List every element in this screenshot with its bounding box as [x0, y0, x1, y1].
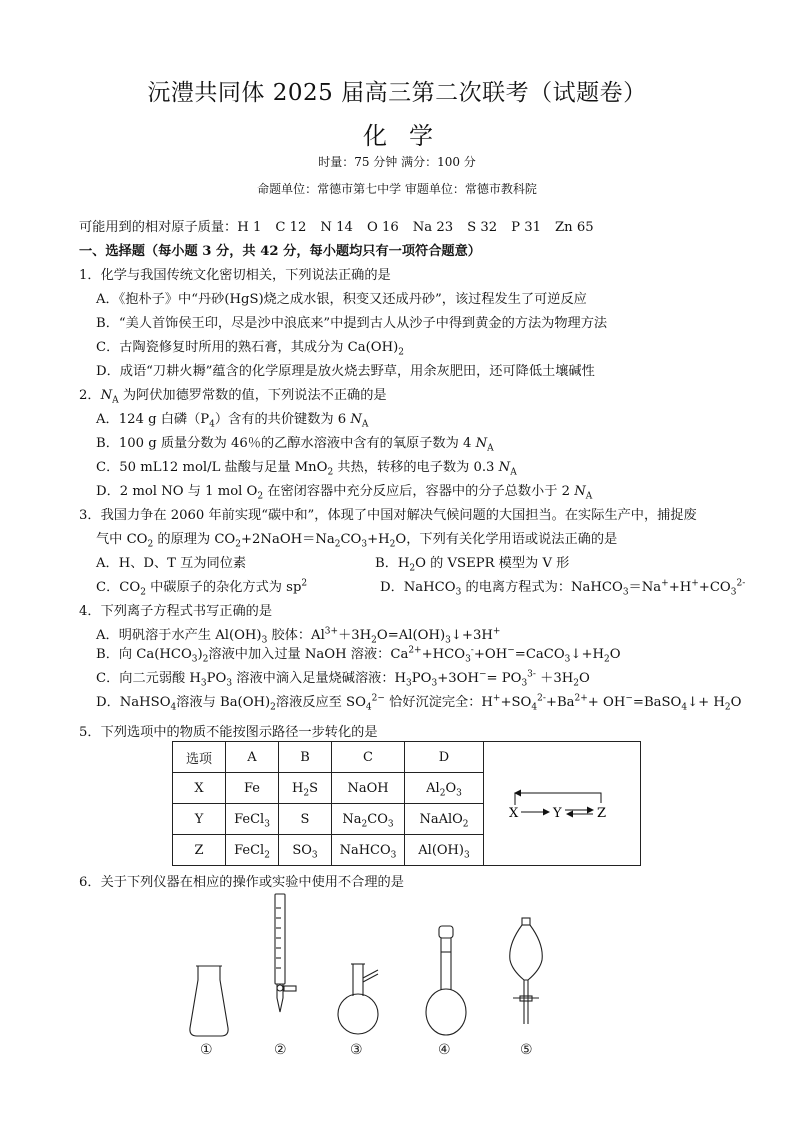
q4-b-sup2: - — [470, 645, 474, 656]
q4-a-sup1: 3+ — [324, 626, 339, 637]
atomic-masses — [79, 219, 594, 237]
q4-b-sup1: 2+ — [408, 645, 422, 656]
table-header-cell: C — [332, 742, 405, 773]
q4-c-3: 溶液中滴入足量烧碱溶液：H — [232, 671, 407, 686]
q1-option-b: B．“美人首饰侯王印，尽是沙中浪底来”中提到古人从沙子中得到黄金的方法为物理方法 — [96, 316, 608, 331]
table-cell: X — [173, 773, 226, 804]
q3-option-b — [375, 555, 569, 573]
q2-d-n: N — [574, 484, 586, 499]
table-cell: $SO_3$ — [279, 835, 332, 866]
q3-s-2: 的原理为 CO — [153, 532, 236, 547]
q2-c-n: N — [498, 460, 511, 475]
table-cell: $Na_2CO_3$ — [332, 804, 405, 835]
diagram-x-label: X — [509, 805, 519, 821]
q3-b-1: B．H — [375, 556, 410, 571]
q1-c-sub: 2 — [398, 347, 404, 358]
q4-d-5: +SO — [500, 695, 532, 710]
arrow-bracket — [515, 793, 601, 805]
table-cell: $H_2S$ — [279, 773, 332, 804]
q4-c-5: +3OH — [437, 671, 479, 686]
q4-c-4: PO — [411, 671, 432, 686]
q4-a-2: 胶体：Al — [267, 628, 325, 643]
subject-char-2: 学 — [409, 122, 434, 150]
q4-b-1: B．向 Ca(HCO — [96, 647, 192, 662]
q4-c-2: PO — [206, 671, 227, 686]
exam-units: 命题单位：常德市第七中学 审题单位：常德市教科院 — [257, 182, 537, 196]
q3-d-sup3: 2- — [736, 578, 746, 589]
q4-d-3: 溶液反应至 SO — [275, 695, 366, 710]
q2-na-sub: A — [112, 395, 119, 406]
q4-a-sub3: 3 — [445, 635, 451, 646]
table-header-cell: D — [405, 742, 484, 773]
q2-na-symbol: N — [100, 388, 113, 403]
q2-c-nsub: A — [510, 467, 517, 478]
q4-c-sub4: 3 — [431, 678, 438, 689]
q2-b-1: B．100 g 质量分数为 46％的乙醇水溶液中含有的氧原子数为 4 — [96, 436, 476, 451]
q6-apparatus-figure — [170, 888, 590, 1058]
mass-zn: Zn 65 — [554, 220, 594, 235]
table-cell: Z — [173, 835, 226, 866]
q4-d-sup5: − — [625, 693, 633, 704]
table-cell: NaAlO$_2$ — [405, 804, 484, 835]
apparatus-label-1: ① — [200, 1042, 213, 1058]
q4-d-2: 溶液与 Ba(OH) — [176, 695, 271, 710]
q4-b-6: =CaCO — [514, 647, 565, 662]
q2-a-1: A．124 g 白磷（P — [96, 412, 210, 427]
q3-s-sub4: 3 — [361, 539, 368, 550]
q2-c-1: C．50 mL12 mol/L 盐酸与足量 MnO — [96, 460, 328, 475]
q4-c-sub3: 3 — [406, 678, 412, 689]
q4-a-4: O=Al(OH) — [376, 628, 446, 643]
q4-d-6: +Ba — [545, 695, 575, 710]
q3-b-2: O 的 VSEPR 模型为 V 形 — [415, 556, 570, 571]
apparatus-label-3: ③ — [350, 1042, 363, 1058]
section-heading: 一、选择题（每小题 3 分，共 42 分，每小题均只有一项符合题意） — [79, 244, 481, 259]
conversion-diagram — [487, 747, 637, 857]
q4-b-sub5: 2 — [604, 654, 610, 665]
q3-c-2: 中碳原子的杂化方式为 sp — [145, 580, 302, 595]
q4-a-5: ↓+3H — [450, 628, 493, 643]
q3-option-c — [96, 579, 307, 597]
q3-s-5: +H — [367, 532, 390, 547]
atomic-masses-label: 可能用到的相对原子质量： — [79, 220, 238, 235]
q4-b-sub1: 3 — [191, 654, 198, 665]
q3-d-sub3: 3 — [730, 587, 737, 598]
q1-c-text: C．古陶瓷修复时所用的熟石膏，其成分为 Ca(OH) — [96, 340, 399, 355]
q4-b-8: O — [609, 647, 621, 662]
table-cell: NaOH — [332, 773, 405, 804]
table-header-cell: B — [279, 742, 332, 773]
q4-option-c — [96, 670, 590, 688]
q4-a-sup2: + — [492, 626, 501, 637]
q2-a-2: 4 — [209, 419, 215, 430]
q3-s-sub3: 2 — [334, 539, 341, 550]
mass-c: C 12 — [275, 220, 307, 235]
q4-d-4: 恰好沉淀完全：H — [384, 695, 493, 710]
table-cell: $Al_2O_3$ — [405, 773, 484, 804]
q3-s-sub2: 2 — [235, 539, 241, 550]
q4-a-3: ＋3H — [338, 628, 372, 643]
q5-table — [172, 741, 641, 866]
apparatus-label-5: ⑤ — [520, 1042, 533, 1058]
q4-a-1: A．明矾溶于水产生 Al(OH) — [96, 628, 262, 643]
q4-d-8: =BaSO — [632, 695, 682, 710]
q3-s-sub5: 2 — [389, 539, 396, 550]
q2-num: 2． — [79, 388, 101, 403]
q4-d-sub5: 4 — [681, 702, 688, 713]
q4-d-sup3: 2- — [537, 693, 546, 704]
table-cell: FeCl$_3$ — [226, 804, 279, 835]
q4-stem: 4．下列离子方程式书写正确的是 — [79, 604, 273, 619]
q2-option-c — [96, 459, 517, 477]
q4-b-sub2: 2 — [202, 654, 209, 665]
distillation-flask-icon — [338, 964, 378, 1034]
q4-c-sup2: 3- — [527, 669, 536, 680]
q4-option-d — [96, 694, 741, 712]
q2-a-3: ）含有的共价键数为 6 — [214, 412, 351, 427]
q2-d-nsub: A — [585, 491, 593, 502]
q3-d-sub1: 3 — [455, 587, 462, 598]
q4-c-sub5: 3 — [521, 678, 528, 689]
q4-d-9: ↓+ H — [687, 695, 725, 710]
table-cell: FeCl$_2$ — [226, 835, 279, 866]
q4-d-sub6: 2 — [724, 702, 731, 713]
q3-s-sub1: 2 — [147, 539, 154, 550]
q4-d-1: D．NaHSO — [96, 695, 171, 710]
mass-h: H 1 — [237, 220, 262, 235]
time-limit: 时量：75 分钟 满分：100 分 — [318, 155, 476, 169]
q4-b-7: ↓+H — [570, 647, 605, 662]
q1-option-a: A．《抱朴子》中“丹砂(HgS)烧之成水银，积变又还成丹砂”，该过程发生了可逆反应 — [96, 292, 587, 307]
burette-icon — [275, 894, 296, 1012]
q4-c-sub6: 2 — [573, 678, 579, 689]
apparatus-label-2: ② — [274, 1042, 287, 1058]
q3-option-d — [380, 579, 745, 597]
q2-b-nsub: A — [487, 443, 494, 454]
q4-c-sub1: 3 — [200, 678, 207, 689]
table-cell: NaHCO$_3$ — [332, 835, 405, 866]
q2-b-n: N — [475, 436, 488, 451]
q3-stem-line2 — [96, 531, 617, 549]
q4-d-7: + OH — [587, 695, 626, 710]
q4-b-2: ) — [197, 647, 203, 662]
table-row — [173, 742, 641, 773]
q4-a-sub1: 3 — [261, 635, 268, 646]
q3-c-sub: 2 — [140, 587, 146, 598]
table-cell: $Al(OH)_3$ — [405, 835, 484, 866]
q3-d-4: +H — [668, 580, 692, 595]
q3-s-3: +2NaOH＝Na — [240, 532, 335, 547]
q3-d-sup2: + — [691, 578, 699, 589]
mass-o: O 16 — [366, 220, 399, 235]
q2-a-n: N — [350, 412, 362, 427]
q2-c-2: 2 — [327, 467, 334, 478]
subject-char-1: 化 — [363, 122, 388, 150]
volumetric-flask-icon — [426, 926, 466, 1035]
table-cell: Fe — [226, 773, 279, 804]
q4-c-1: C．向二元弱酸 H — [96, 671, 201, 686]
q2-option-d — [96, 483, 592, 501]
q4-b-3: 溶液中加入过量 NaOH 溶液：Ca — [208, 647, 409, 662]
q4-b-sup3: − — [507, 645, 515, 656]
q5-stem: 5．下列选项中的物质不能按图示路径一步转化的是 — [79, 725, 378, 740]
q4-d-sub4: 4 — [531, 702, 538, 713]
q4-d-sup4: 2+ — [574, 693, 588, 704]
q4-c-7: ＋3H — [535, 671, 574, 686]
q3-d-sup1: + — [661, 578, 669, 589]
q4-d-sup1: 2− — [371, 693, 385, 704]
q6-stem: 6．关于下列仪器在相应的操作或实验中使用不合理的是 — [79, 875, 404, 890]
q2-c-3: 共热，转移的电子数为 0.3 — [333, 460, 499, 475]
q4-option-a — [96, 627, 500, 645]
mass-p: P 31 — [511, 220, 541, 235]
q2-d-1: D．2 mol NO 与 1 mol O — [96, 484, 258, 499]
q2-a-nsub: A — [361, 419, 369, 430]
apparatus-label-4: ④ — [438, 1042, 451, 1058]
q3-d-2: 的电离方程式为：NaHCO — [461, 580, 623, 595]
q4-c-8: O — [578, 671, 590, 686]
q4-d-sub3: 4 — [365, 702, 372, 713]
q3-option-a: A．H、D、T 互为同位素 — [96, 556, 247, 571]
q5-diagram-cell — [484, 742, 641, 866]
q4-d-sup2: + — [492, 693, 501, 704]
q4-c-sup1: − — [478, 669, 487, 680]
q4-c-sub2: 3 — [226, 678, 233, 689]
table-header-cell: 选项 — [173, 742, 226, 773]
diagram-z-label: Z — [597, 805, 607, 821]
q4-d-10: O — [730, 695, 742, 710]
q4-d-sub2: 2 — [270, 702, 276, 713]
mass-na: Na 23 — [412, 220, 454, 235]
q2-stem-text: 为阿伏加德罗常数的值，下列说法不正确的是 — [118, 388, 387, 403]
conical-flask-icon — [190, 966, 228, 1036]
q4-option-b — [96, 646, 621, 664]
table-header-cell: A — [226, 742, 279, 773]
mass-s: S 32 — [467, 220, 498, 235]
q2-option-b — [96, 435, 494, 453]
q2-option-a — [96, 411, 368, 429]
q4-b-4: +HCO — [421, 647, 466, 662]
q3-s-1: 气中 CO — [96, 532, 148, 547]
q3-d-5: +CO — [698, 580, 731, 595]
q3-c-sup: 2 — [301, 578, 308, 589]
table-cell: S — [279, 804, 332, 835]
q2-d-3: 在密闭容器中充分反应后，容器中的分子总数小于 2 — [263, 484, 575, 499]
q2-stem — [79, 387, 387, 405]
q3-d-1: D．NaHCO — [380, 580, 456, 595]
q3-c-1: C．CO — [96, 580, 141, 595]
q4-c-6: = PO — [486, 671, 522, 686]
exam-title: 沅澧共同体 2025 届高三第二次联考（试题卷） — [147, 80, 647, 106]
q4-b-5: +OH — [473, 647, 508, 662]
q4-b-sub4: 3 — [564, 654, 571, 665]
table-cell: Y — [173, 804, 226, 835]
q4-d-sub1: 4 — [170, 702, 177, 713]
q3-s-4: CO — [340, 532, 362, 547]
q3-d-3: ＝Na — [628, 580, 662, 595]
mass-n: N 14 — [320, 220, 353, 235]
q4-b-sub3: 3 — [465, 654, 471, 665]
q3-stem-line1: 3．我国力争在 2060 年前实现“碳中和”，体现了中国对解决气候问题的大国担当。在实际生产中，捕捉废 — [79, 508, 697, 523]
q4-a-sub2: 2 — [371, 635, 377, 646]
subject-title — [0, 116, 794, 151]
q3-d-sub2: 3 — [622, 587, 629, 598]
separatory-funnel-icon — [510, 918, 543, 1024]
q1-stem: 1．化学与我国传统文化密切相关，下列说法正确的是 — [79, 268, 391, 283]
q1-option-c — [96, 339, 404, 357]
q2-d-2: 2 — [257, 491, 264, 502]
q3-s-6: O，下列有关化学用语或说法正确的是 — [395, 532, 618, 547]
q1-option-d: D．成语“刀耕火耨”蕴含的化学原理是放火烧去野草，用余灰肥田，还可降低土壤碱性 — [96, 364, 595, 379]
diagram-y-label: Y — [553, 805, 562, 821]
q3-b-sub: 2 — [409, 563, 416, 574]
